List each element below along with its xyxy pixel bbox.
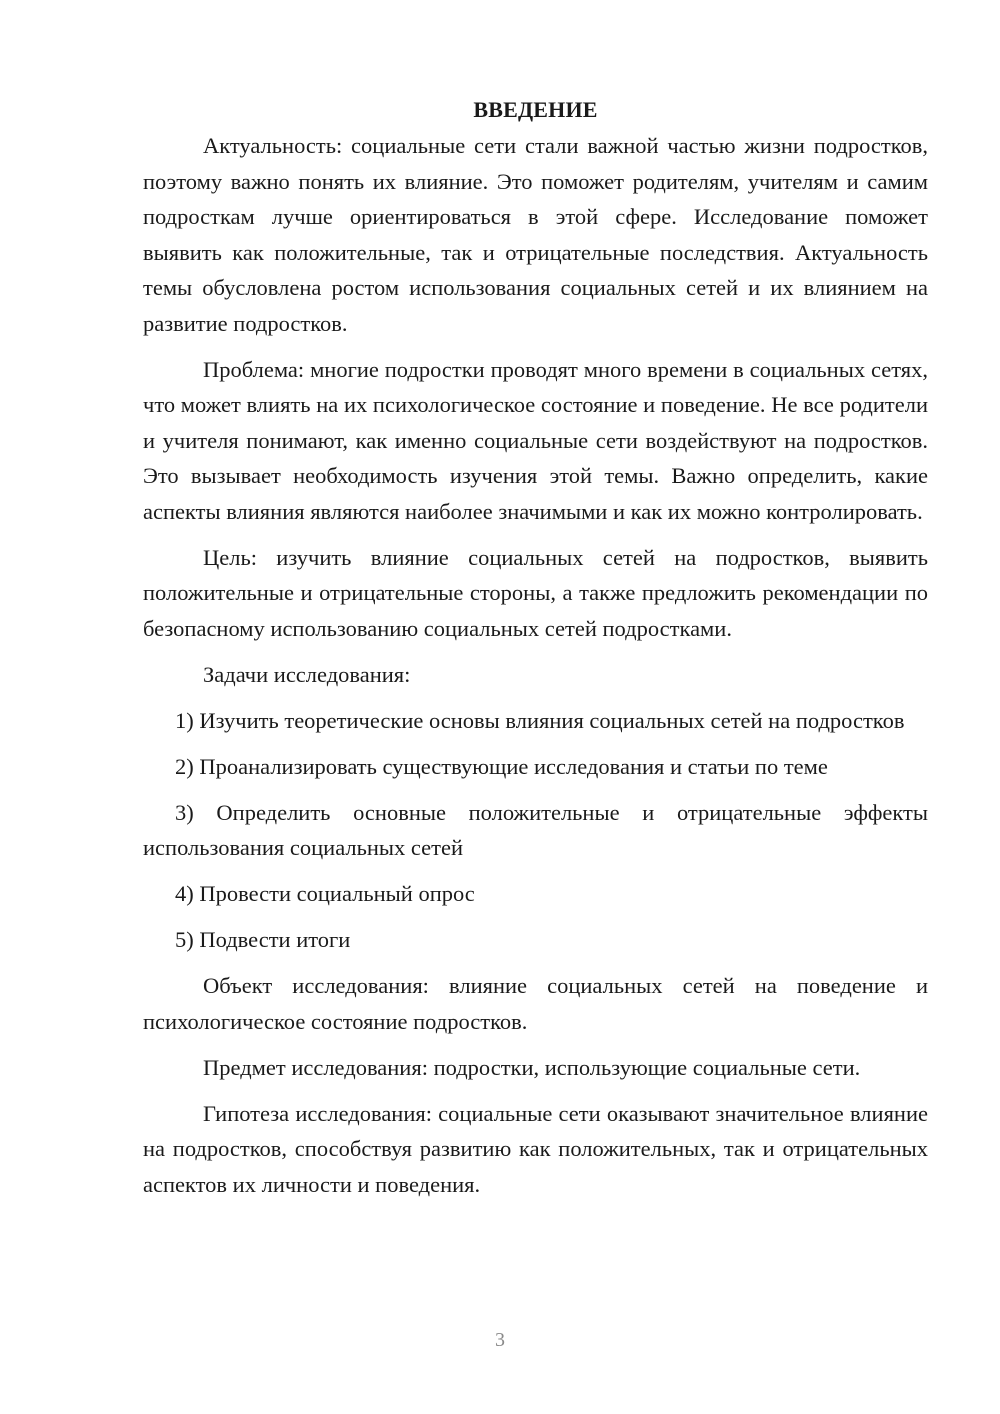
section-title: ВВЕДЕНИЕ [473,97,598,122]
document-page [143,92,928,1213]
paragraph-hypothesis: Гипотеза исследования: социальные сети оказывают значительное влияние на подростков, способствуя развитию как положительных, так и отрицательных аспектов их личности и поведения. [143,1100,928,1197]
paragraph-subject: Предмет исследования: подростки, использующие социальные сети. [203,1054,861,1080]
task-item: 3) Определить основные положительные и отрицательные эффекты использования социальных сетей [143,799,928,860]
paragraph-relevance: Актуальность: социальные сети стали важной частью жизни подростков, поэтому важно понять их влияние. Это поможет родителям, учителям и самим подросткам лучше ориентироваться в этой сфере. Исследование поможет выявить как положительные, так и отрицательные последствия. Актуальность темы обусловлена ростом использования социальных сетей и их влиянием на развитие подростков. [143,133,928,336]
paragraph-goal: Цель: изучить влияние социальных сетей на подростков, выявить положительные и отрицательные стороны, а также предложить рекомендации по безопасному использованию социальных сетей подростками. [143,544,928,641]
tasks-heading: Задачи исследования: [203,661,411,687]
paragraph-object: Объект исследования: влияние социальных сетей на поведение и психологическое состояние подростков. [143,973,928,1034]
page-number: 3 [495,1329,505,1351]
paragraph-problem: Проблема: многие подростки проводят много времени в социальных сетях, что может влиять на их психологическое состояние и поведение. Не все родители и учителя понимают, как именно социальные сети воздействуют на подростков. Это вызывает необходимость изучения этой темы. Важно определить, какие аспекты влияния являются наиболее значимыми и как их можно контролировать. [143,356,928,524]
task-item: 1) Изучить теоретические основы влияния социальных сетей на подростков [175,707,905,733]
task-item: 5) Подвести итоги [175,927,351,952]
task-item: 2) Проанализировать существующие исследования и статьи по теме [175,753,828,779]
task-item: 4) Провести социальный опрос [175,881,475,906]
